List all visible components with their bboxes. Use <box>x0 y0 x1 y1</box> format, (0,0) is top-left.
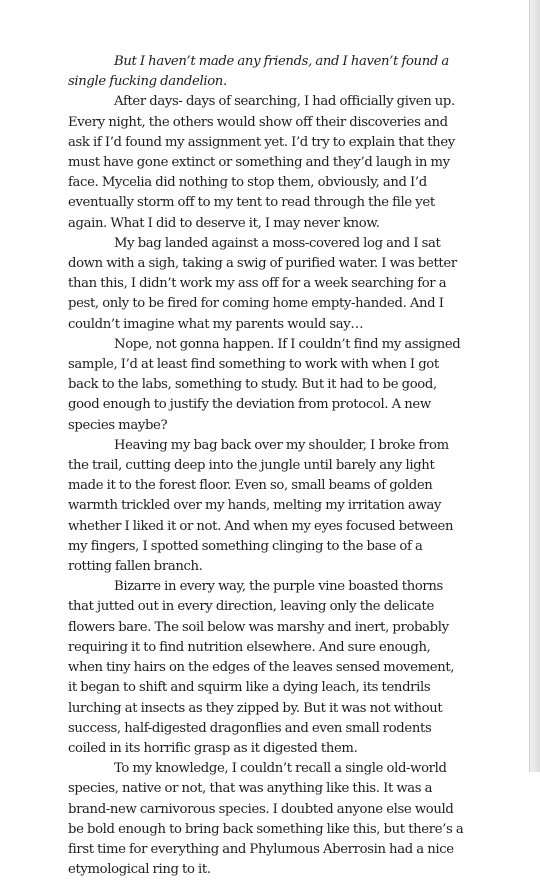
paragraph-1: But I haven’t made any friends, and I haven’t found a single fucking dandelion. <box>68 54 449 90</box>
paragraph-6: Bizarre in every way, the purple vine boasted thorns that jutted out in every direction, leaving only the delicate flowers bare. The soil below was marshy and inert, probably requiring it to find nutrition elsewhere. And sure enough, when tiny hairs on the edges of the leaves sensed movement, it began to shift and squirm like a dying leach, its tendrils lurching at insects as they zipped by. But it was not without success, half-digested dragonflies and even small rodents coiled in its horrific grasp as it digested them. <box>68 579 455 756</box>
paragraph-2: After days- days of searching, I had officially given up. Every night, the others would show off their discoveries and ask if I’d found my assignment yet. I’d try to explain that they must have gone extinct or something and they’d laugh in my face. Mycelia did nothing to stop them, obviously, and I’d eventually storm off to my tent to read through the file yet again. What I did to deserve it, I may never know. <box>68 94 455 231</box>
paragraph-4: Nope, not gonna happen. If I couldn’t find my assigned sample, I’d at least find something to work with when I got back to the labs, something to study. But it had to be good, good enough to justify the deviation from protocol. A new species maybe? <box>68 336 461 433</box>
page-edge <box>529 0 540 772</box>
paragraph-7: To my knowledge, I couldn’t recall a single old-world species, native or not, that was anything like this. It was a brand-new carnivorous species. I doubted anyone else would be bold enough to bring back something like this, but there’s a first time for everything and Phylumous Aberrosin had a nice etymological ring to it. <box>68 761 464 878</box>
paragraph-5: Heaving my bag back over my shoulder, I broke from the trail, cutting deep into the jungle until barely any light made it to the forest floor. Even so, small beams of golden warmth trickled over my hands, melting my irritation away whether I liked it or not. And when my eyes focused between my fingers, I spotted something clinging to the base of a rotting fallen branch. <box>68 437 454 575</box>
paragraph-3: My bag landed against a moss-covered log and I sat down with a sigh, taking a swig of purified water. I was better than this, I didn’t work my ass off for a week searching for a pest, only to be fired for coming home empty-handed. And I couldn’t imagine what my parents would say… <box>68 235 457 332</box>
body-text <box>68 52 466 880</box>
